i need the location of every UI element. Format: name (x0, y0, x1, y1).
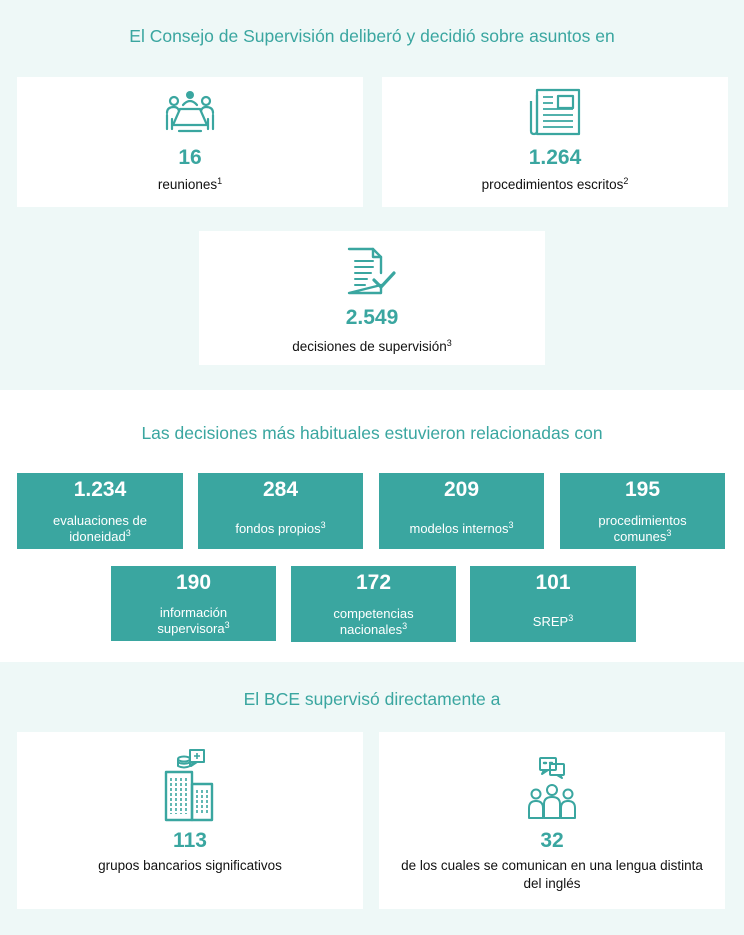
tile-label: modelos internos$^3$ (409, 520, 514, 536)
supervisory-decisions-label: decisiones de supervisión$^3$ (292, 338, 452, 354)
section-title-board: El Consejo de Supervisión deliberó y decidió sobre asuntos en (129, 26, 615, 46)
tile-value: 209 (443, 478, 480, 501)
tile-internal-models (379, 473, 544, 549)
tile-national-powers (291, 566, 456, 642)
tile-label: información supervisora$^3$ (157, 605, 230, 636)
tile-label: SREP$^3$ (532, 613, 574, 629)
card-language (379, 732, 725, 909)
tile-common-procedures (560, 473, 725, 549)
tile-label: fondos propios$^3$ (235, 520, 326, 536)
card-written-procedures (382, 77, 728, 207)
tile-supervisory-information (111, 566, 276, 641)
card-supervisory-decisions (199, 231, 545, 365)
meetings-label: reuniones$^1$ (157, 176, 223, 192)
tile-value: 172 (355, 571, 392, 594)
tile-own-funds (198, 473, 363, 549)
document-check-icon (347, 247, 397, 300)
tile-value: 190 (175, 571, 212, 594)
tile-srep (470, 566, 636, 642)
language-count: 32 (540, 829, 564, 852)
supervisory-decisions-count: 2.549 (345, 306, 399, 329)
bank-buildings-icon (164, 748, 216, 827)
significant-groups-count: 113 (173, 829, 207, 852)
tile-value: 101 (535, 571, 571, 594)
tile-value: 1.234 (73, 478, 127, 501)
documents-icon (529, 87, 581, 142)
tile-fit-and-proper (17, 473, 183, 549)
section-title-ecb: El BCE supervisó directamente a (243, 689, 501, 709)
language-label: de los cuales se comunican en una lengua distinta del inglés (401, 858, 703, 891)
tile-label: procedimientos comunes$^3$ (598, 513, 687, 544)
tile-value: 195 (624, 478, 661, 501)
tile-label: competencias nacionales$^3$ (333, 606, 414, 637)
written-procedures-label: procedimientos escritos$^2$ (481, 176, 629, 192)
meeting-table-icon (164, 89, 216, 138)
card-meetings (17, 77, 363, 207)
tile-value: 284 (262, 478, 299, 501)
written-procedures-count: 1.264 (528, 146, 582, 169)
section-title-decisions: Las decisiones más habituales estuvieron relacionadas con (141, 423, 603, 443)
card-significant-groups (17, 732, 363, 909)
meetings-count: 16 (178, 146, 202, 169)
significant-groups-label: grupos bancarios significativos (98, 858, 282, 873)
people-speech-icon (526, 756, 578, 827)
tile-label: evaluaciones de idoneidad$^3$ (53, 513, 147, 544)
